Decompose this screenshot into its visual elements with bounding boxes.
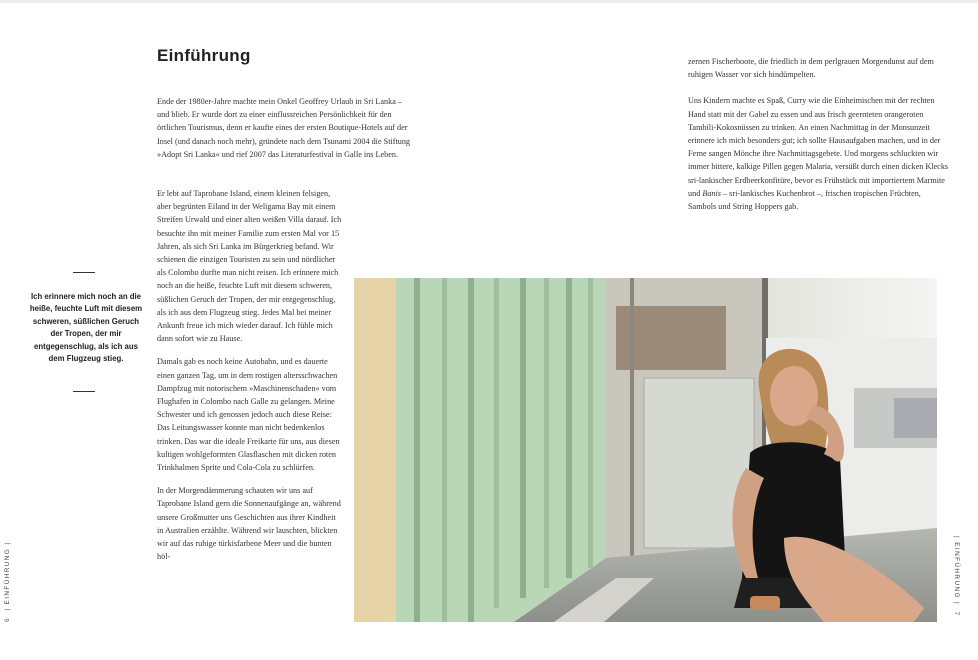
food-in-hand [750,596,780,610]
body-paragraph: In der Morgendämmerung schauten wir uns auf Taprobane Island gern die Sonnenaufgänge an, während unsere Großmutter uns Geschichten aus ihrer Kindheit in Australien erzählte. Während wir lauschten, blickten wir auf das ruhige türkisfarbene Meer und die bunten höl- [157,486,341,562]
body-paragraph: zernen Fischerboote, die friedlich in dem perlgrauen Morgendunst auf dem ruhigen Wasser vor sich hindümpelten. [688,57,934,80]
pull-quote: Ich erinnere mich noch an die heiße, feuchte Luft mit diesem schweren, süßlichen Geruch der Tropen, der mir entgegenschlug, als ich aus dem Flugzeug stieg. [29,292,143,364]
paragraph-segment: Uns Kindern machte es Spaß, Curry wie die Einheimischen mit der rechten Hand statt mit der Gabel zu essen und aus frisch geernteten orangeroten Tambili-Kokosnüssen zu trinken. An einen Nachmittag in der Monsunzeit erinnere ich mich besonders gut; ich sollte Hausaufgaben machen, und in der Ferne sangen Mönche ihre Nachmittagsgebete. Und morgens schluckten wir immer bittere, kalkige Pillen gegen Malaria, versüßt durch einen dicken Klecks sri-lankischer Erdbeerkonfitüre, bevor es Frühstück mit importiertem Marmite und [688,96,949,198]
yellow-wall [354,278,396,622]
emphasis-word: Banis [702,188,721,198]
page-number-left: 6 [4,617,11,622]
pull-quote-rule-bottom [73,391,95,392]
left-running-footer: 6 | EINFÜHRUNG | [4,541,11,622]
right-text-column [688,55,950,226]
body-paragraph: Er lebt auf Taprobane Island, einem kleinen felsigen, aber begrünten Eiland in der Weligama Bay mit einem Streifen Urwald und einer alten weißen Villa darauf. Ich besuchte ihn mit meiner Familie zum ersten Mal vor 15 Jahren, als sich Sri Lanka im Bürgerkrieg befand. Wir schienen die einzigen Touristen zu sein und nördlicher als Colombo durfte man nicht reisen. Ich erinnere mich noch an die heiße, feuchte Luft mit diesem schweren, süßlichen Geruch der Tropen, der mir entgegenschlug, als ich aus dem Flugzeug stieg. Jedes Mal bei meiner Ankunft freue ich mich wieder darauf. Ich fühle mich dann sofort wie zu Hause. [157,189,342,344]
body-paragraph-2 [688,94,950,213]
page-title: Einführung [157,46,251,65]
left-text-column [157,187,343,573]
paragraph-segment: – sri-lankisches Kuchenbrot –, frischen tropischen Früchten, Sambols und String Hoppers gab. [688,188,921,212]
intro-column [157,95,412,171]
green-shutters [396,278,606,622]
section-label-right: EINFÜHRUNG [953,542,960,599]
top-edge [0,0,978,3]
photo-illustration [354,278,937,622]
page-number-right: 7 [953,611,960,617]
pull-quote-rule-top [73,272,95,273]
body-paragraph: Damals gab es noch keine Autobahn, und es dauerte einen ganzen Tag, um in dem rostigen altersschwachen Dampfzug mit notorischem »Maschinenschaden« vom Flughafen in Colombo nach Galle zu gelangen. Meine Schwester und ich genossen jedoch auch diese Reise: Das Leitungswasser konnte man nicht bedenkenlos trinken. Das war die ideale Freikarte für uns, aus diesen kultigen wohlgeformten Glasflaschen mit dicken roten Trinkhalmen Sprite und Cola-Cola zu schlürfen. [157,357,340,473]
right-running-footer: | EINFÜHRUNG | 7 [953,536,960,617]
intro-paragraph: Ende der 1980er-Jahre machte mein Onkel Geoffrey Urlaub in Sri Lanka – und blieb. Er wurde dort zu einer einflussreichen Persönlichkeit für den örtlichen Tourismus, denn er kaufte eines der ersten Boutique-Hotels auf der Insel (und danach noch mehr), gründete nach dem Tsunami 2004 die Stiftung »Adopt Sri Lanka« und rief 2007 das Literaturfestival in Galle ins Leben. [157,97,411,159]
street-photo [354,278,937,622]
section-label-left: EINFÜHRUNG [4,547,11,605]
